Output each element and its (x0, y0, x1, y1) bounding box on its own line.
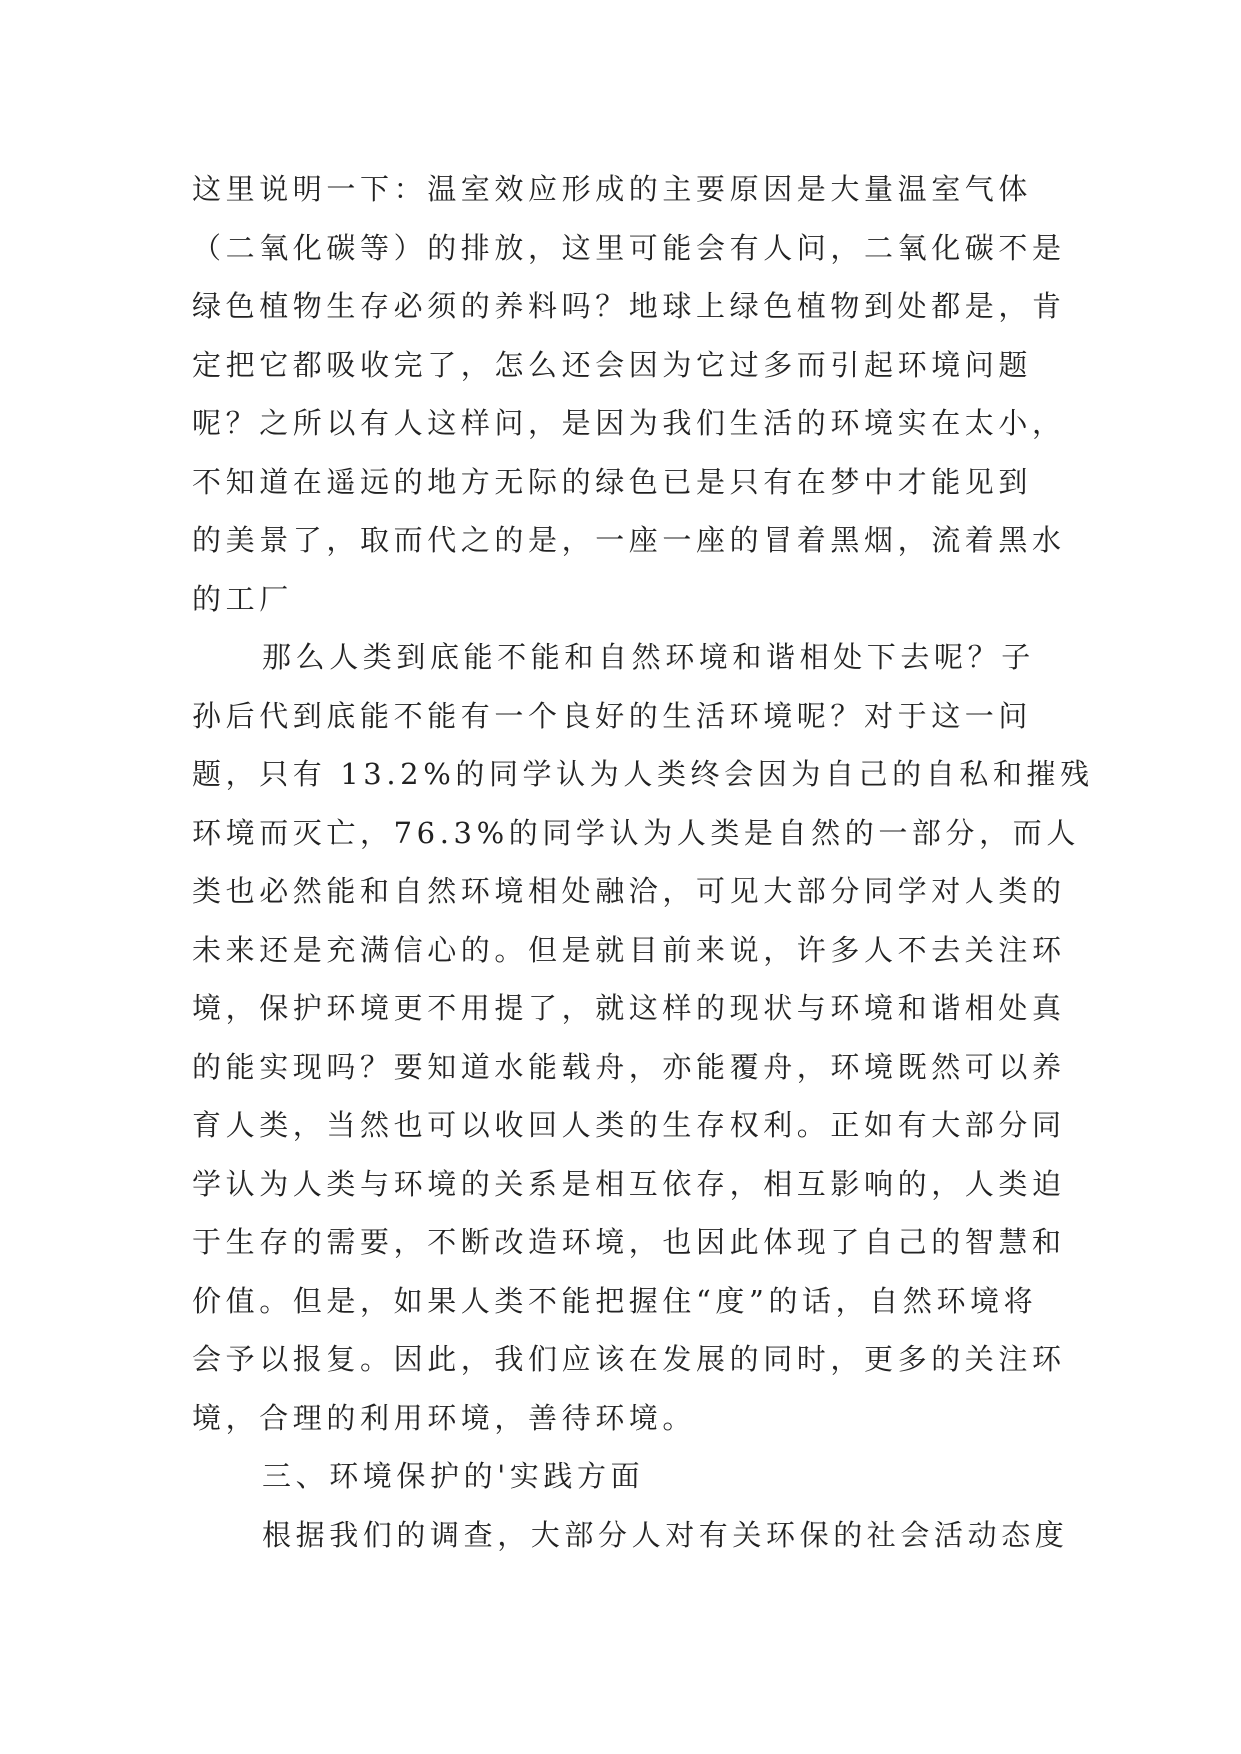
document-body (192, 160, 1094, 1564)
text-line: 境，合理的利用环境，善待环境。 (192, 1400, 697, 1435)
text-line: 三、环境保护的'实践方面 (262, 1459, 645, 1493)
text-line: 不知道在遥远的地方无际的绿色已是只有在梦中才能见到 (192, 464, 1033, 499)
text-line: 育人类，当然也可以收回人类的生存权利。正如有大部分同 (192, 1108, 1066, 1142)
text-line: 于生存的需要，不断改造环境，也因此体现了自己的智慧和 (192, 1225, 1066, 1259)
text-line: 会予以报复。因此，我们应该在发展的同时，更多的关注环 (192, 1342, 1066, 1376)
text-line: 根据我们的调查，大部分人对有关环保的社会活动态度 (262, 1517, 1069, 1552)
text-line: （二氧化碳等）的排放，这里可能会有人问，二氧化碳不是 (192, 230, 1066, 265)
text-line: 的美景了，取而代之的是，一座一座的冒着黑烟，流着黑水 (192, 523, 1066, 557)
text-line: 价值。但是，如果人类不能把握住“度”的话，自然环境将 (192, 1283, 1038, 1318)
text-line: 境，保护环境更不用提了，就这样的现状与环境和谐相处真 (192, 991, 1066, 1025)
text-line: 类也必然能和自然环境相处融洽，可见大部分同学对人类的 (192, 874, 1066, 908)
text-line: 学认为人类与环境的关系是相互依存，相互影响的，人类迫 (192, 1166, 1066, 1201)
text-line: 那么人类到底能不能和自然环境和谐相处下去呢？子 (262, 640, 1035, 674)
text-line: 题，只有 13.2%的同学认为人类终会因为自己的自私和摧残 (192, 757, 1094, 791)
text-line: 绿色植物生存必须的养料吗？地球上绿色植物到处都是，肯 (192, 289, 1066, 323)
text-line: 孙后代到底能不能有一个良好的生活环境呢？对于这一问 (192, 698, 1033, 733)
text-line: 未来还是充满信心的。但是就目前来说，许多人不去关注环 (192, 932, 1066, 967)
text-line: 这里说明一下：温室效应形成的主要原因是大量温室气体 (192, 172, 1033, 206)
text-line: 的工厂 (192, 581, 293, 616)
text-line: 定把它都吸收完了，怎么还会因为它过多而引起环境问题 (192, 347, 1033, 382)
text-line: 环境而灭亡，76.3%的同学认为人类是自然的一部分，而人 (192, 815, 1080, 850)
text-line: 的能实现吗？要知道水能载舟，亦能覆舟，环境既然可以养 (192, 1049, 1066, 1084)
text-line: 呢？之所以有人这样问，是因为我们生活的环境实在太小， (192, 406, 1066, 440)
